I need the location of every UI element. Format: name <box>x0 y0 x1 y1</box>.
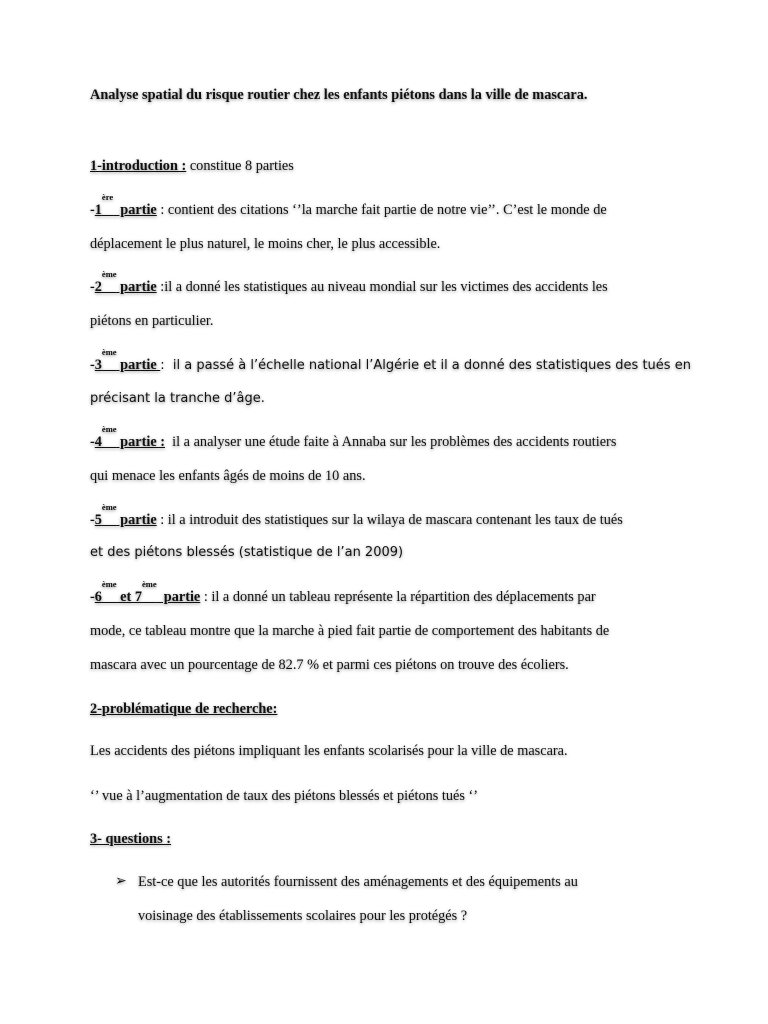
part-67-line-2: mode, ce tableau montre que la marche à pied fait partie de comportement des habitants de <box>90 623 610 639</box>
intro-text: constitue 8 parties <box>186 158 294 174</box>
part-67-label: 6ème et 7ème partie <box>94 579 201 605</box>
part-1-line-1: -1ère partie : contient des citations ‘’la marche fait partie de notre vie’’. C’est le monde de <box>90 192 607 218</box>
part-2-line-1: -2ème partie :il a donné les statistiques au niveau mondial sur les victimes des accidents les <box>90 269 608 295</box>
intro-heading: 1-introduction : <box>90 158 187 174</box>
question-1-line-2: voisinage des établissements scolaires pour les protégés ? <box>138 908 468 924</box>
part-4-line-2: qui menace les enfants âgés de moins de 10 ans. <box>90 468 366 484</box>
document-title: Analyse spatial du risque routier chez les enfants piétons dans la ville de mascara. <box>90 87 588 103</box>
problematique-line-2: ‘’ vue à l’augmentation de taux des piétons blessés et piétons tués ‘’ <box>90 788 479 804</box>
part-2-label: 2ème partie <box>94 269 157 295</box>
problematique-line-1: Les accidents des piétons impliquant les enfants scolarisés pour la ville de mascara. <box>90 743 568 759</box>
part-3-line-2: précisant la tranche d’âge. <box>90 391 265 406</box>
part-1-line-2: déplacement le plus naturel, le moins cher, le plus accessible. <box>90 236 441 252</box>
part-3-line-1: -3ème partie : il a passé à l’échelle national l’Algérie et il a donné des statistiques des tués en <box>90 347 691 373</box>
question-1-line-1: Est-ce que les autorités fournissent des aménagements et des équipements au <box>138 874 578 890</box>
bullet-arrow-icon: ➢ <box>115 874 127 889</box>
part-67-line-1: -6ème et 7ème partie : il a donné un tableau représente la répartition des déplacements par <box>90 579 596 605</box>
part-4-line-1: -4ème partie : il a analyser une étude faite à Annaba sur les problèmes des accidents routiers <box>90 424 617 450</box>
questions-heading: 3- questions : <box>90 831 172 847</box>
part-5-line-1: -5ème partie : il a introduit des statistiques sur la wilaya de mascara contenant les taux de tués <box>90 502 623 528</box>
part-4-label: 4ème partie : <box>94 424 165 450</box>
problematique-heading: 2-problématique de recherche: <box>90 701 278 717</box>
intro-line <box>90 156 294 176</box>
part-1-label: 1ère partie <box>94 192 157 218</box>
part-3-label: 3ème partie <box>94 347 161 373</box>
part-5-line-2: et des piétons blessés (statistique de l’an 2009) <box>90 545 404 560</box>
part-2-line-2: piétons en particulier. <box>90 313 214 329</box>
part-67-line-3: mascara avec un pourcentage de 82.7 % et parmi ces piétons on trouve des écoliers. <box>90 657 569 673</box>
part-5-label: 5ème partie <box>94 502 157 528</box>
